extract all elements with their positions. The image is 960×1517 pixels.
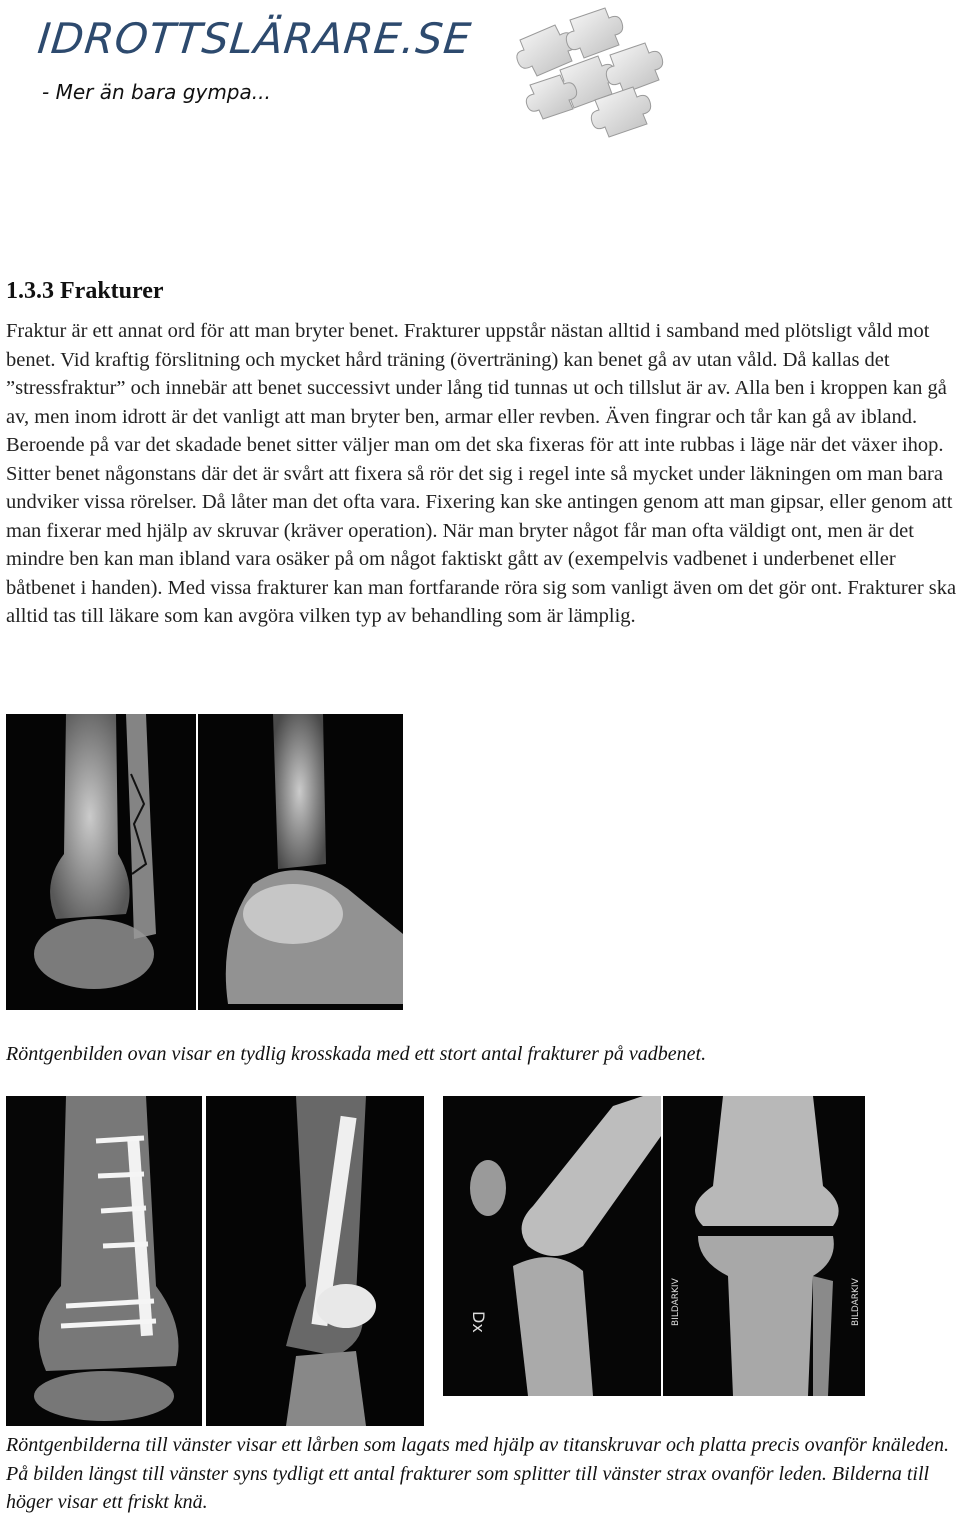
xray-knee-side: [443, 1096, 661, 1396]
knee-side-label: Dx: [469, 1311, 488, 1333]
section-heading: 1.3.3 Frakturer: [6, 278, 164, 304]
knee-front-watermark-right: BILDARKIV: [851, 1278, 861, 1326]
caption-femur-knee: Röntgenbilderna till vänster visar ett lårben som lagats med hjälp av titanskruvar och platta precis ovanför knäleden. På bilden längst till vänster syns tydligt ett antal frakturer som splitter till vänster strax ovanför leden. Bilderna till höger visar ett friskt knä.: [6, 1434, 950, 1513]
knee-front-watermark: BILDARKIV: [671, 1278, 681, 1326]
logo-tagline: - Mer än bara gympa...: [42, 80, 271, 104]
xray-femur-plate-front: [6, 1096, 202, 1426]
site-logo[interactable]: [35, 14, 474, 114]
xray-ankle-front: [6, 714, 196, 1010]
xray-ankle-side: [198, 714, 403, 1010]
logo-title: IDROTTSLÄRARE.SE: [35, 14, 474, 63]
xray-knee-front: [663, 1096, 865, 1396]
xray-femur-plate-side: [206, 1096, 424, 1426]
puzzle-pieces-image: [500, 0, 680, 140]
caption-ankle: Röntgenbilden ovan visar en tydlig krosskada med ett stort antal frakturer på vadbenet.: [6, 1043, 707, 1065]
body-paragraph: Fraktur är ett annat ord för att man bryter benet. Frakturer uppstår nästan alltid i samband med plötsligt våld mot benet. Vid kraftig förslitning och mycket hård träning (överträning) kan benet gå av utan våld. Då kallas det ”stressfraktur” och innebär att benet successivt under lång tid tunnas ut och tillslut är av. Alla ben i kroppen kan gå av, men inom idrott är det vanligt att man bryter ben, armar eller revben. Även fingrar och tår kan gå av ibland. Beroende på var det skadade benet sitter väljer man om det ska fixeras för att inte rubbas i läge när det växer ihop. Sitter benet någonstans där det är svårt att fixera så rör det sig i regel inte så mycket under läkningen om man bara undviker vissa rörelser. Då låter man det ofta vara. Fixering kan ske antingen genom att man gipsar, eller genom att man fixerar med hjälp av skruvar (kräver operation). När man bryter något får man ofta väldigt ont, men är det mindre ben kan man ibland vara osäker på om något faktiskt gått av (exempelvis vadbenet i underbenet eller båtbenet i handen). Med vissa frakturer kan man fortfarande röra sig som vanligt även om det gör ont. Frakturer ska alltid tas till läkare som kan avgöra vilken typ av behandling som är lämplig.: [6, 320, 957, 627]
